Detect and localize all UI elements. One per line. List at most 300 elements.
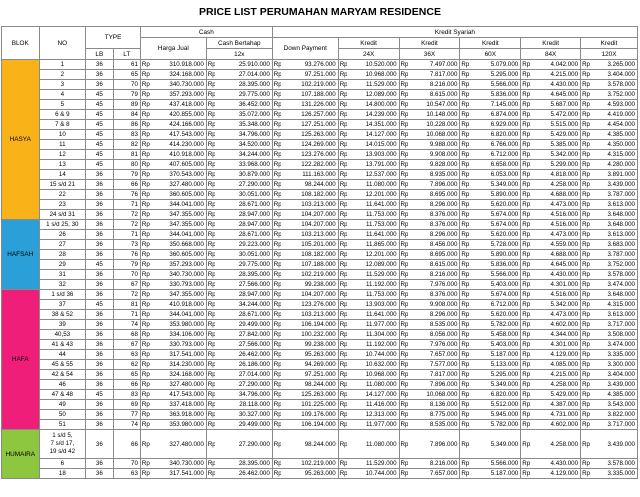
- unit-number: 12: [39, 150, 86, 160]
- currency-label: Rp: [207, 181, 216, 188]
- currency-label: Rp: [460, 430, 469, 459]
- currency-label: Rp: [339, 91, 348, 98]
- currency-label: Rp: [522, 361, 530, 368]
- currency-label: Rp: [141, 281, 150, 288]
- currency-label: Rp: [461, 281, 470, 288]
- currency-label: Rp: [207, 460, 216, 467]
- currency-label: Rp: [582, 361, 590, 368]
- price-k36: 7.896.000: [408, 380, 460, 390]
- currency-label: Rp: [522, 61, 530, 68]
- currency-label: Rp: [207, 101, 216, 108]
- table-row: [2, 170, 638, 180]
- currency-label: Rp: [522, 281, 530, 288]
- price-bertahap: 34.796.000: [215, 390, 272, 400]
- price-k36: 8.376.000: [408, 290, 460, 300]
- price-k24: 11.080.000: [347, 430, 399, 459]
- currency-label: Rp: [339, 211, 348, 218]
- unit-number: 45 & 55: [39, 360, 86, 370]
- currency-label: Rp: [206, 430, 215, 459]
- luas-bangunan: 45: [86, 160, 113, 170]
- currency-label: Rp: [461, 391, 470, 398]
- currency-label: Rp: [207, 171, 216, 178]
- currency-label: Rp: [339, 61, 348, 68]
- price-k84: 4.516.000: [530, 220, 581, 230]
- currency-label: Rp: [141, 211, 150, 218]
- currency-label: Rp: [582, 331, 590, 338]
- price-harga: 360.605.000: [150, 250, 207, 260]
- currency-label: Rp: [461, 61, 470, 68]
- price-k36: 7.497.000: [408, 60, 460, 70]
- currency-label: Rp: [582, 231, 590, 238]
- currency-label: Rp: [141, 371, 150, 378]
- currency-label: Rp: [141, 101, 150, 108]
- luas-tanah: 89: [113, 100, 140, 110]
- header-kredit-120: Kredit: [581, 38, 638, 49]
- header-24x: 24X: [338, 49, 399, 60]
- price-k24: 11.304.000: [347, 330, 399, 340]
- currency-label: Rp: [207, 261, 216, 268]
- currency-label: Rp: [207, 291, 216, 298]
- unit-number: 28: [39, 250, 86, 260]
- currency-label: Rp: [461, 361, 470, 368]
- price-harga: 353.980.000: [150, 320, 207, 330]
- price-k36: 9.908.000: [408, 300, 460, 310]
- price-k36: 7.577.000: [408, 360, 460, 370]
- currency-label: Rp: [273, 470, 282, 477]
- luas-tanah: 66: [113, 380, 140, 390]
- table-row: [2, 420, 638, 430]
- table-row: [2, 380, 638, 390]
- luas-tanah: 66: [113, 180, 140, 190]
- currency-label: Rp: [582, 221, 590, 228]
- price-k120: 3.578.000: [590, 80, 638, 90]
- currency-label: Rp: [400, 421, 409, 428]
- currency-label: Rp: [273, 291, 282, 298]
- price-dp: 122.282.000: [281, 160, 338, 170]
- currency-label: Rp: [273, 341, 282, 348]
- currency-label: Rp: [141, 91, 150, 98]
- blok-label: HASYA: [2, 60, 40, 220]
- currency-label: Rp: [522, 261, 530, 268]
- price-k84: 5.429.000: [530, 130, 581, 140]
- price-k60: 5.566.000: [469, 80, 521, 90]
- currency-label: Rp: [400, 381, 409, 388]
- currency-label: Rp: [461, 241, 470, 248]
- currency-label: Rp: [141, 61, 150, 68]
- price-k84: 5.472.000: [530, 110, 581, 120]
- price-bertahap: 30.051.000: [215, 190, 272, 200]
- currency-label: Rp: [339, 141, 348, 148]
- price-list-table: [1, 26, 638, 479]
- currency-label: Rp: [461, 131, 470, 138]
- currency-label: Rp: [339, 401, 348, 408]
- price-harga: 417.543.000: [150, 130, 207, 140]
- price-dp: 98.244.000: [281, 430, 338, 459]
- currency-label: Rp: [400, 131, 409, 138]
- currency-label: Rp: [522, 311, 530, 318]
- luas-bangunan: 36: [86, 330, 113, 340]
- price-k84: 4.258.000: [530, 430, 581, 459]
- price-dp: 102.219.000: [281, 459, 338, 469]
- price-dp: 127.251.000: [281, 120, 338, 130]
- price-k24: 10.968.000: [347, 70, 399, 80]
- price-harga: 357.293.000: [150, 90, 207, 100]
- price-k36: 8.216.000: [408, 270, 460, 280]
- currency-label: Rp: [400, 201, 409, 208]
- unit-number: 49: [39, 400, 86, 410]
- luas-tanah: 81: [113, 300, 140, 310]
- price-k36: 8.615.000: [408, 260, 460, 270]
- luas-bangunan: 45: [86, 140, 113, 150]
- price-k24: 11.977.000: [347, 320, 399, 330]
- currency-label: Rp: [207, 241, 216, 248]
- price-k84: 5.687.000: [530, 100, 581, 110]
- currency-label: Rp: [141, 271, 150, 278]
- price-k84: 5.429.000: [530, 390, 581, 400]
- price-k24: 12.537.000: [347, 170, 399, 180]
- currency-label: Rp: [582, 281, 590, 288]
- currency-label: Rp: [582, 131, 590, 138]
- price-k60: 5.620.000: [469, 310, 521, 320]
- price-k120: 3.752.000: [590, 90, 638, 100]
- price-dp: 106.194.000: [281, 320, 338, 330]
- currency-label: Rp: [522, 371, 530, 378]
- currency-label: Rp: [207, 381, 216, 388]
- currency-label: Rp: [522, 231, 530, 238]
- currency-label: Rp: [522, 151, 530, 158]
- currency-label: Rp: [522, 201, 530, 208]
- price-k60: 5.674.000: [469, 220, 521, 230]
- currency-label: Rp: [522, 301, 530, 308]
- price-k84: 4.559.000: [530, 240, 581, 250]
- price-k84: 4.473.000: [530, 230, 581, 240]
- header-84x: 84X: [521, 49, 581, 60]
- currency-label: Rp: [400, 241, 409, 248]
- currency-label: Rp: [339, 361, 348, 368]
- currency-label: Rp: [141, 421, 150, 428]
- currency-label: Rp: [273, 361, 282, 368]
- price-k120: 3.613.000: [590, 200, 638, 210]
- luas-bangunan: 36: [86, 270, 113, 280]
- price-bertahap: 27.290.000: [215, 380, 272, 390]
- price-k36: 8.775.000: [408, 410, 460, 420]
- currency-label: Rp: [581, 430, 590, 459]
- currency-label: Rp: [207, 251, 216, 258]
- unit-number: 18: [39, 469, 86, 479]
- price-k60: 6.053.000: [469, 170, 521, 180]
- currency-label: Rp: [141, 81, 150, 88]
- luas-tanah: 76: [113, 250, 140, 260]
- unit-number: 37: [39, 300, 86, 310]
- price-k36: 8.615.000: [408, 90, 460, 100]
- table-row: [2, 270, 638, 280]
- currency-label: Rp: [207, 211, 216, 218]
- luas-bangunan: 36: [86, 220, 113, 230]
- price-k84: 4.473.000: [530, 310, 581, 320]
- luas-bangunan: 36: [86, 410, 113, 420]
- currency-label: Rp: [582, 201, 590, 208]
- currency-label: Rp: [400, 71, 409, 78]
- table-row: [2, 110, 638, 120]
- luas-bangunan: 36: [86, 250, 113, 260]
- luas-bangunan: 36: [86, 459, 113, 469]
- currency-label: Rp: [141, 381, 150, 388]
- price-harga: 424.166.000: [150, 120, 207, 130]
- price-k84: 4.387.000: [530, 400, 581, 410]
- currency-label: Rp: [339, 151, 348, 158]
- price-k36: 7.657.000: [408, 469, 460, 479]
- currency-label: Rp: [339, 391, 348, 398]
- luas-tanah: 83: [113, 390, 140, 400]
- price-k24: 10.632.000: [347, 360, 399, 370]
- price-dp: 95.263.000: [281, 469, 338, 479]
- price-dp: 99.238.000: [281, 280, 338, 290]
- currency-label: Rp: [273, 371, 282, 378]
- currency-label: Rp: [522, 411, 530, 418]
- currency-label: Rp: [582, 191, 590, 198]
- table-row: [2, 90, 638, 100]
- price-k120: 3.439.000: [590, 180, 638, 190]
- price-k60: 5.133.000: [469, 360, 521, 370]
- currency-label: Rp: [461, 191, 470, 198]
- price-bertahap: 29.223.000: [215, 240, 272, 250]
- unit-number: 3: [39, 80, 86, 90]
- price-k84: 5.299.000: [530, 160, 581, 170]
- price-k60: 6.929.000: [469, 120, 521, 130]
- currency-label: Rp: [339, 261, 348, 268]
- price-k84: 4.473.000: [530, 200, 581, 210]
- header-harga-jual: Harga Jual: [140, 38, 206, 60]
- price-bertahap: 28.395.000: [215, 459, 272, 469]
- luas-bangunan: 45: [86, 300, 113, 310]
- currency-label: Rp: [582, 301, 590, 308]
- table-row: [2, 360, 638, 370]
- price-bertahap: 29.775.000: [215, 260, 272, 270]
- table-row: [2, 200, 638, 210]
- currency-label: Rp: [582, 371, 590, 378]
- price-bertahap: 28.947.000: [215, 290, 272, 300]
- table-row: [2, 140, 638, 150]
- currency-label: Rp: [400, 371, 409, 378]
- currency-label: Rp: [461, 171, 470, 178]
- luas-bangunan: 36: [86, 310, 113, 320]
- price-bertahap: 30.879.000: [215, 170, 272, 180]
- price-k60: 5.403.000: [469, 280, 521, 290]
- currency-label: Rp: [273, 381, 282, 388]
- price-k120: 3.717.000: [590, 420, 638, 430]
- luas-bangunan: 36: [86, 400, 113, 410]
- price-dp: 125.263.000: [281, 130, 338, 140]
- currency-label: Rp: [273, 151, 282, 158]
- currency-label: Rp: [582, 61, 590, 68]
- price-harga: 327.480.000: [150, 380, 207, 390]
- luas-bangunan: 36: [86, 430, 113, 459]
- header-kredit-syariah: Kredit Syariah: [272, 27, 637, 38]
- currency-label: Rp: [273, 141, 282, 148]
- price-k60: 5.295.000: [469, 370, 521, 380]
- currency-label: Rp: [400, 61, 409, 68]
- currency-label: Rp: [273, 181, 282, 188]
- price-dp: 104.207.000: [281, 290, 338, 300]
- currency-label: Rp: [207, 81, 216, 88]
- currency-label: Rp: [141, 141, 150, 148]
- price-bertahap: 33.968.000: [215, 160, 272, 170]
- unit-number: 6 & 9: [39, 110, 86, 120]
- currency-label: Rp: [273, 71, 282, 78]
- price-k36: 7.817.000: [408, 70, 460, 80]
- price-k120: 3.822.000: [590, 410, 638, 420]
- price-k24: 14.800.000: [347, 100, 399, 110]
- currency-label: Rp: [339, 201, 348, 208]
- price-bertahap: 27.290.000: [215, 180, 272, 190]
- currency-label: Rp: [582, 311, 590, 318]
- currency-label: Rp: [141, 201, 150, 208]
- price-k24: 14.239.000: [347, 110, 399, 120]
- price-k84: 4.430.000: [530, 80, 581, 90]
- price-harga: 334.106.000: [150, 330, 207, 340]
- currency-label: Rp: [400, 141, 409, 148]
- price-k36: 10.228.000: [408, 120, 460, 130]
- luas-bangunan: 36: [86, 170, 113, 180]
- currency-label: Rp: [582, 391, 590, 398]
- price-bertahap: 29.499.000: [215, 320, 272, 330]
- price-k24: 11.080.000: [347, 180, 399, 190]
- price-harga: 410.918.000: [150, 150, 207, 160]
- currency-label: Rp: [339, 71, 348, 78]
- price-harga: 347.355.000: [150, 210, 207, 220]
- price-harga: 407.605.000: [150, 160, 207, 170]
- price-k60: 6.820.000: [469, 390, 521, 400]
- luas-tanah: 68: [113, 330, 140, 340]
- currency-label: Rp: [522, 121, 530, 128]
- currency-label: Rp: [141, 111, 150, 118]
- currency-label: Rp: [522, 91, 530, 98]
- price-dp: 109.176.000: [281, 410, 338, 420]
- price-harga: 420.855.000: [150, 110, 207, 120]
- currency-label: Rp: [461, 231, 470, 238]
- currency-label: Rp: [400, 261, 409, 268]
- table-row: [2, 220, 638, 230]
- currency-label: Rp: [339, 291, 348, 298]
- price-k24: 12.313.000: [347, 410, 399, 420]
- currency-label: Rp: [273, 81, 282, 88]
- price-harga: 370.543.000: [150, 170, 207, 180]
- price-k36: 10.068.000: [408, 390, 460, 400]
- price-k120: 3.648.000: [590, 290, 638, 300]
- price-k84: 4.688.000: [530, 190, 581, 200]
- currency-label: Rp: [522, 161, 530, 168]
- price-k24: 11.641.000: [347, 230, 399, 240]
- price-k84: 4.688.000: [530, 250, 581, 260]
- currency-label: Rp: [339, 331, 348, 338]
- currency-label: Rp: [141, 291, 150, 298]
- currency-label: Rp: [141, 251, 150, 258]
- currency-label: Rp: [461, 201, 470, 208]
- currency-label: Rp: [522, 401, 530, 408]
- luas-bangunan: 45: [86, 390, 113, 400]
- table-row: [2, 340, 638, 350]
- unit-number: 13: [39, 160, 86, 170]
- price-k24: 12.201.000: [347, 190, 399, 200]
- price-k60: 5.349.000: [469, 180, 521, 190]
- price-dp: 101.225.000: [281, 400, 338, 410]
- currency-label: Rp: [272, 430, 281, 459]
- price-k60: 5.566.000: [469, 270, 521, 280]
- price-bertahap: 27.566.000: [215, 340, 272, 350]
- luas-tanah: 74: [113, 320, 140, 330]
- price-k36: 7.896.000: [408, 430, 460, 459]
- currency-label: Rp: [141, 261, 150, 268]
- currency-label: Rp: [141, 221, 150, 228]
- price-k36: 10.068.000: [408, 130, 460, 140]
- luas-tanah: 71: [113, 310, 140, 320]
- price-k24: 11.641.000: [347, 200, 399, 210]
- price-harga: 330.793.000: [150, 280, 207, 290]
- currency-label: Rp: [400, 281, 409, 288]
- price-k60: 7.145.000: [469, 100, 521, 110]
- price-k120: 3.474.000: [590, 280, 638, 290]
- price-k36: 8.535.000: [408, 320, 460, 330]
- currency-label: Rp: [461, 121, 470, 128]
- price-k60: 5.836.000: [469, 90, 521, 100]
- luas-tanah: 63: [113, 350, 140, 360]
- price-harga: 363.918.000: [150, 410, 207, 420]
- currency-label: Rp: [400, 331, 409, 338]
- luas-tanah: 71: [113, 200, 140, 210]
- header-down-payment: Down Payment: [272, 38, 338, 60]
- currency-label: Rp: [141, 301, 150, 308]
- price-k36: 9.988.000: [408, 140, 460, 150]
- currency-label: Rp: [522, 171, 530, 178]
- price-k120: 3.648.000: [590, 210, 638, 220]
- currency-label: Rp: [141, 151, 150, 158]
- luas-bangunan: 45: [86, 120, 113, 130]
- currency-label: Rp: [522, 321, 530, 328]
- price-k36: 8.216.000: [408, 80, 460, 90]
- table-row: [2, 350, 638, 360]
- currency-label: Rp: [207, 191, 216, 198]
- price-bertahap: 34.520.000: [215, 140, 272, 150]
- price-k60: 6.712.000: [469, 300, 521, 310]
- currency-label: Rp: [522, 81, 530, 88]
- currency-label: Rp: [400, 191, 409, 198]
- currency-label: Rp: [522, 101, 530, 108]
- price-k60: 5.674.000: [469, 290, 521, 300]
- price-k24: 11.641.000: [347, 310, 399, 320]
- currency-label: Rp: [400, 251, 409, 258]
- currency-label: Rp: [141, 341, 150, 348]
- price-dp: 106.194.000: [281, 420, 338, 430]
- currency-label: Rp: [273, 161, 282, 168]
- currency-label: Rp: [273, 231, 282, 238]
- unit-number: 7 & 8: [39, 120, 86, 130]
- price-k36: 7.896.000: [408, 180, 460, 190]
- currency-label: Rp: [461, 291, 470, 298]
- luas-tanah: 76: [113, 190, 140, 200]
- currency-label: Rp: [400, 291, 409, 298]
- price-k84: 4.301.000: [530, 340, 581, 350]
- luas-bangunan: 45: [86, 110, 113, 120]
- luas-tanah: 72: [113, 290, 140, 300]
- currency-label: Rp: [582, 271, 590, 278]
- currency-label: Rp: [400, 361, 409, 368]
- currency-label: Rp: [461, 91, 470, 98]
- price-k120: 3.683.000: [590, 240, 638, 250]
- unit-number: 11: [39, 140, 86, 150]
- header-cash-bertahap: Cash Bertahap: [206, 38, 272, 49]
- price-harga: 324.168.000: [150, 370, 207, 380]
- currency-label: Rp: [582, 351, 590, 358]
